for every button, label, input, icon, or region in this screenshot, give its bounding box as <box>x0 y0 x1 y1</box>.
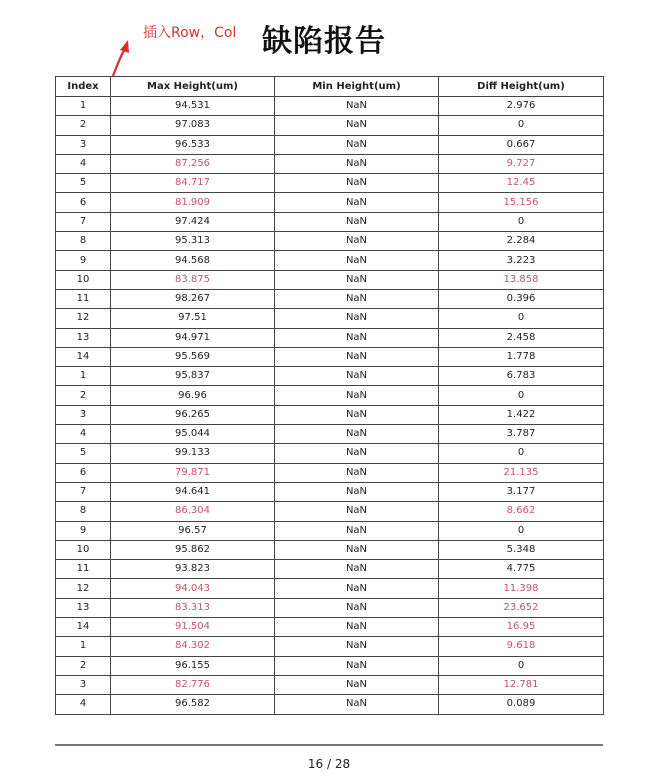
cell-max-height: 86.304 <box>111 502 275 521</box>
cell-max-height: 94.043 <box>111 579 275 598</box>
table-row <box>56 212 604 231</box>
annotation-text: 插入Row，Col <box>143 25 237 41</box>
cell-index: 3 <box>56 675 111 694</box>
cell-diff-height: 11.398 <box>439 579 604 598</box>
cell-min-height: NaN <box>275 637 439 656</box>
cell-diff-height: 23.652 <box>439 598 604 617</box>
cell-diff-height: 1.778 <box>439 347 604 366</box>
cell-index: 8 <box>56 232 111 251</box>
cell-index: 9 <box>56 521 111 540</box>
table-row <box>56 193 604 212</box>
cell-index: 4 <box>56 695 111 714</box>
cell-index: 7 <box>56 212 111 231</box>
table-row <box>56 347 604 366</box>
page-number: 16 / 28 <box>307 757 351 771</box>
cell-max-height: 87.256 <box>111 154 275 173</box>
table-row <box>56 444 604 463</box>
cell-index: 2 <box>56 656 111 675</box>
column-header-max-height: Max Height(um) <box>111 77 275 97</box>
cell-min-height: NaN <box>275 598 439 617</box>
cell-min-height: NaN <box>275 309 439 328</box>
cell-diff-height: 1.422 <box>439 405 604 424</box>
cell-diff-height: 8.662 <box>439 502 604 521</box>
cell-diff-height: 6.783 <box>439 367 604 386</box>
cell-max-height: 81.909 <box>111 193 275 212</box>
cell-diff-height: 12.781 <box>439 675 604 694</box>
cell-index: 3 <box>56 135 111 154</box>
table-row <box>56 482 604 501</box>
cell-min-height: NaN <box>275 212 439 231</box>
cell-max-height: 83.875 <box>111 270 275 289</box>
cell-index: 14 <box>56 347 111 366</box>
cell-diff-height: 2.458 <box>439 328 604 347</box>
cell-max-height: 96.155 <box>111 656 275 675</box>
column-header-min-height: Min Height(um) <box>275 77 439 97</box>
footer-divider <box>55 744 603 746</box>
table-row <box>56 637 604 656</box>
cell-min-height: NaN <box>275 521 439 540</box>
cell-max-height: 94.641 <box>111 482 275 501</box>
cell-index: 5 <box>56 174 111 193</box>
cell-diff-height: 0 <box>439 521 604 540</box>
cell-max-height: 94.531 <box>111 97 275 116</box>
table-row <box>56 675 604 694</box>
cell-index: 12 <box>56 579 111 598</box>
table-row <box>56 97 604 116</box>
cell-index: 6 <box>56 193 111 212</box>
cell-diff-height: 3.177 <box>439 482 604 501</box>
cell-max-height: 82.776 <box>111 675 275 694</box>
cell-max-height: 96.96 <box>111 386 275 405</box>
table-row <box>56 405 604 424</box>
cell-diff-height: 3.787 <box>439 425 604 444</box>
cell-index: 9 <box>56 251 111 270</box>
table-row <box>56 154 604 173</box>
cell-min-height: NaN <box>275 463 439 482</box>
cell-diff-height: 5.348 <box>439 540 604 559</box>
page-title: 缺陷报告 <box>262 24 386 59</box>
cell-index: 7 <box>56 482 111 501</box>
cell-diff-height: 0 <box>439 386 604 405</box>
cell-diff-height: 0 <box>439 309 604 328</box>
cell-diff-height: 13.858 <box>439 270 604 289</box>
cell-max-height: 83.313 <box>111 598 275 617</box>
cell-max-height: 84.717 <box>111 174 275 193</box>
cell-diff-height: 0.667 <box>439 135 604 154</box>
table-row <box>56 386 604 405</box>
table-row <box>56 270 604 289</box>
cell-min-height: NaN <box>275 656 439 675</box>
cell-max-height: 96.582 <box>111 695 275 714</box>
cell-index: 6 <box>56 463 111 482</box>
cell-diff-height: 12.45 <box>439 174 604 193</box>
cell-min-height: NaN <box>275 618 439 637</box>
defect-table <box>55 76 604 715</box>
cell-max-height: 79.871 <box>111 463 275 482</box>
cell-max-height: 97.083 <box>111 116 275 135</box>
table-row <box>56 309 604 328</box>
cell-index: 11 <box>56 289 111 308</box>
cell-diff-height: 0 <box>439 212 604 231</box>
table-row <box>56 174 604 193</box>
cell-max-height: 95.044 <box>111 425 275 444</box>
table-row <box>56 579 604 598</box>
cell-index: 5 <box>56 444 111 463</box>
cell-min-height: NaN <box>275 193 439 212</box>
cell-diff-height: 2.976 <box>439 97 604 116</box>
cell-min-height: NaN <box>275 97 439 116</box>
table-row <box>56 695 604 714</box>
cell-index: 10 <box>56 270 111 289</box>
cell-min-height: NaN <box>275 135 439 154</box>
table-row <box>56 618 604 637</box>
cell-index: 4 <box>56 425 111 444</box>
cell-diff-height: 0.396 <box>439 289 604 308</box>
table-row <box>56 289 604 308</box>
cell-diff-height: 15.156 <box>439 193 604 212</box>
cell-max-height: 84.302 <box>111 637 275 656</box>
cell-diff-height: 2.284 <box>439 232 604 251</box>
cell-index: 13 <box>56 598 111 617</box>
cell-index: 4 <box>56 154 111 173</box>
cell-min-height: NaN <box>275 232 439 251</box>
cell-max-height: 94.971 <box>111 328 275 347</box>
cell-min-height: NaN <box>275 540 439 559</box>
cell-min-height: NaN <box>275 328 439 347</box>
cell-max-height: 96.265 <box>111 405 275 424</box>
cell-index: 2 <box>56 386 111 405</box>
cell-max-height: 96.57 <box>111 521 275 540</box>
cell-min-height: NaN <box>275 386 439 405</box>
cell-min-height: NaN <box>275 675 439 694</box>
table-header-row <box>56 77 604 97</box>
column-header-diff-height: Diff Height(um) <box>439 77 604 97</box>
cell-diff-height: 16.95 <box>439 618 604 637</box>
cell-max-height: 96.533 <box>111 135 275 154</box>
cell-min-height: NaN <box>275 289 439 308</box>
cell-index: 1 <box>56 367 111 386</box>
table-row <box>56 656 604 675</box>
cell-min-height: NaN <box>275 579 439 598</box>
table-row <box>56 367 604 386</box>
arrow-up-right-icon <box>108 38 134 80</box>
table-row <box>56 502 604 521</box>
cell-max-height: 95.569 <box>111 347 275 366</box>
cell-min-height: NaN <box>275 116 439 135</box>
table-body <box>56 97 604 715</box>
cell-max-height: 91.504 <box>111 618 275 637</box>
cell-index: 8 <box>56 502 111 521</box>
cell-index: 2 <box>56 116 111 135</box>
table-row <box>56 598 604 617</box>
cell-min-height: NaN <box>275 405 439 424</box>
cell-diff-height: 3.223 <box>439 251 604 270</box>
cell-min-height: NaN <box>275 251 439 270</box>
cell-index: 13 <box>56 328 111 347</box>
cell-diff-height: 0.089 <box>439 695 604 714</box>
cell-index: 10 <box>56 540 111 559</box>
cell-index: 3 <box>56 405 111 424</box>
cell-index: 1 <box>56 97 111 116</box>
table-row <box>56 116 604 135</box>
cell-min-height: NaN <box>275 347 439 366</box>
cell-max-height: 95.313 <box>111 232 275 251</box>
table-row <box>56 560 604 579</box>
cell-max-height: 97.424 <box>111 212 275 231</box>
cell-min-height: NaN <box>275 367 439 386</box>
cell-max-height: 94.568 <box>111 251 275 270</box>
cell-min-height: NaN <box>275 482 439 501</box>
cell-min-height: NaN <box>275 174 439 193</box>
cell-max-height: 97.51 <box>111 309 275 328</box>
cell-min-height: NaN <box>275 560 439 579</box>
cell-diff-height: 21.135 <box>439 463 604 482</box>
cell-diff-height: 9.727 <box>439 154 604 173</box>
table-row <box>56 135 604 154</box>
cell-min-height: NaN <box>275 444 439 463</box>
cell-diff-height: 4.775 <box>439 560 604 579</box>
table-row <box>56 540 604 559</box>
cell-min-height: NaN <box>275 154 439 173</box>
cell-max-height: 95.837 <box>111 367 275 386</box>
cell-max-height: 99.133 <box>111 444 275 463</box>
cell-diff-height: 0 <box>439 116 604 135</box>
cell-max-height: 93.823 <box>111 560 275 579</box>
table-row <box>56 328 604 347</box>
cell-min-height: NaN <box>275 695 439 714</box>
cell-index: 14 <box>56 618 111 637</box>
cell-diff-height: 9.618 <box>439 637 604 656</box>
cell-index: 12 <box>56 309 111 328</box>
cell-max-height: 98.267 <box>111 289 275 308</box>
cell-min-height: NaN <box>275 425 439 444</box>
table-row <box>56 425 604 444</box>
column-header-index: Index <box>56 77 111 97</box>
table-row <box>56 232 604 251</box>
cell-min-height: NaN <box>275 270 439 289</box>
cell-index: 11 <box>56 560 111 579</box>
cell-max-height: 95.862 <box>111 540 275 559</box>
cell-min-height: NaN <box>275 502 439 521</box>
table-row <box>56 521 604 540</box>
cell-diff-height: 0 <box>439 444 604 463</box>
table-row <box>56 251 604 270</box>
table-row <box>56 463 604 482</box>
cell-index: 1 <box>56 637 111 656</box>
cell-diff-height: 0 <box>439 656 604 675</box>
